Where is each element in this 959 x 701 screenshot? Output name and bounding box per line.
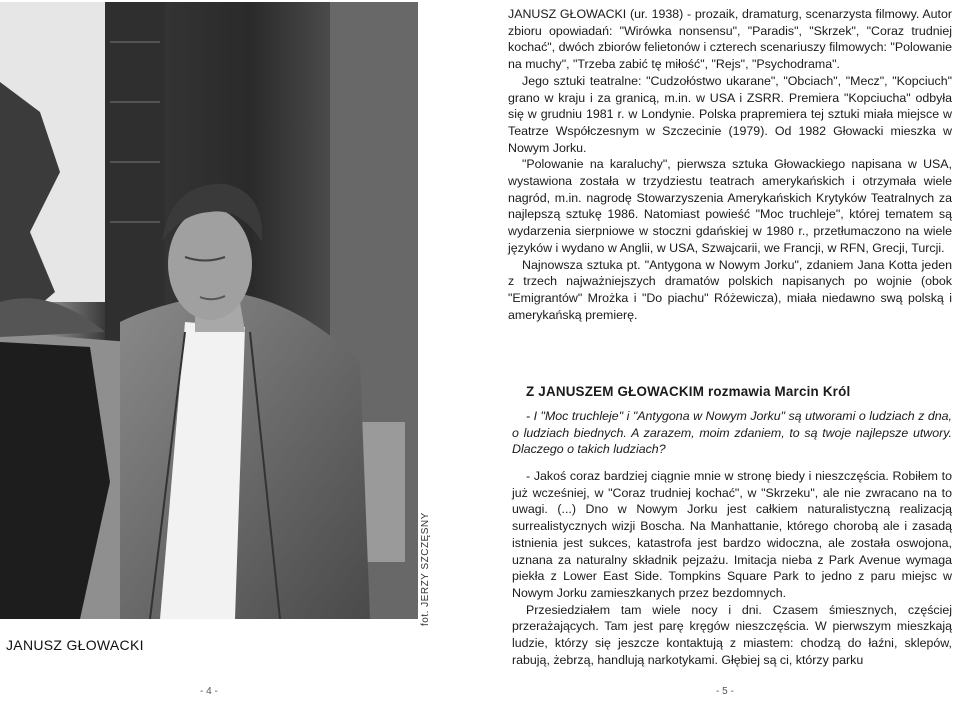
page-number-right: - 5 - — [716, 686, 734, 697]
interview-title: Z JANUSZEM GŁOWACKIM rozmawia Marcin Król — [526, 384, 851, 399]
right-page — [468, 0, 959, 701]
bio-paragraph: JANUSZ GŁOWACKI (ur. 1938) - prozaik, dramaturg, scenarzysta filmowy. Autor zbioru opowiadań: "Wirówka nonsensu", "Paradis", "Skrzek", "Coraz trudniej kochać", dwóch zbiorów felietonów i czterech scenariuszy filmowych: "Polowanie na muchy", "Trzeba zabić tę miłość", "Rejs", "Psychodrama". — [508, 7, 952, 72]
page-number-left: - 4 - — [200, 686, 218, 697]
answer-paragraph: Przesiedziałem tam wiele nocy i dni. Czasem śmiesznych, częściej przerażających. Tam jest parę kręgów nieszczęścia. W pierwszym mieszkają ludzie, którzy się jeszcze kontaktują z miastem: chodzą do łaźni, sklepów, rabują, żebrzą, handlują narkotykami. Głębiej są ci, którzy parku — [512, 602, 952, 667]
left-page — [0, 0, 468, 701]
bio-paragraph: Najnowsza sztuka pt. "Antygona w Nowym Jorku", zdaniem Jana Kotta jeden z trzech najważniejszych dramatów polskich napisanych po wojnie (obok "Emigrantów" Mrożka i "Do piachu" Różewicza), miała niedawno swą polską i amerykańską premierę. — [508, 257, 952, 322]
photo-credit: fot. JERZY SZCZĘSNY — [420, 512, 431, 626]
answer-paragraph: - Jakoś coraz bardziej ciągnie mnie w stronę biedy i nieszczęścia. Robiłem to już wcześniej, w "Coraz trudniej kochać", w "Skrzeku", ale nie zwracano na to uwagi. (...) Dno w Nowym Jorku jest całkiem naturalistyczną realizacją surrealistycznych wizji Boscha. Na Manhattanie, którego chorobą ale i zasadą istnienia jest sukces, katastrofa jest bardzo widoczna, ale została oswojona, uznana za naturalny składnik pejzażu. Imitacja nieba z Park Avenue wymaga piekła z Lower East Side. Tompkins Square Park to jedno z paru miejsc w Nowym Jorku zamieszkanych przez bezdomnych. — [512, 469, 952, 600]
photo-caption: JANUSZ GŁOWACKI — [6, 637, 144, 653]
author-photo — [0, 2, 418, 619]
bio-paragraph: "Polowanie na karaluchy", pierwsza sztuka Głowackiego napisana w USA, wystawiona została w trzydziestu teatrach amerykańskich i otrzymała wiele nagród, m.in. nagrodę Stowarzyszenia Amerykańskich Krytyków Teatralnych za najlepszą sztukę 1986. Natomiast powieść "Moc truchleje", której tematem są wydarzenia sierpniowe w stoczni gdańskiej w 1980 r., przetłumaczono na wiele języków i wydano w Anglii, w USA, Szwajcarii, we Francji, w RFN, Grecji, Turcji. — [508, 157, 952, 255]
bio-paragraph: Jego sztuki teatralne: "Cudzołóstwo ukarane", "Obciach", "Mecz", "Kopciuch" grano w kraju i za granicą, m.in. w USA i ZSRR. Premiera "Kopciucha" odbyła się w grudniu 1981 r. w Londynie. Polska prapremiera tej sztuki miała miejsce w Teatrze Współczesnym w Szczecinie (1979). Od 1982 Głowacki mieszka w Nowym Jorku. — [508, 73, 952, 155]
question-text: - I "Moc truchleje" i "Antygona w Nowym Jorku" są utworami o ludziach z dna, o ludziach biednych. A zarazem, moim zdaniem, to są twoje najlepsze utwory. Dlaczego o takich ludziach? — [512, 409, 952, 457]
interview-answer — [512, 468, 952, 668]
author-photo-image — [0, 2, 418, 619]
author-bio — [508, 6, 952, 323]
interview-question — [512, 408, 952, 458]
